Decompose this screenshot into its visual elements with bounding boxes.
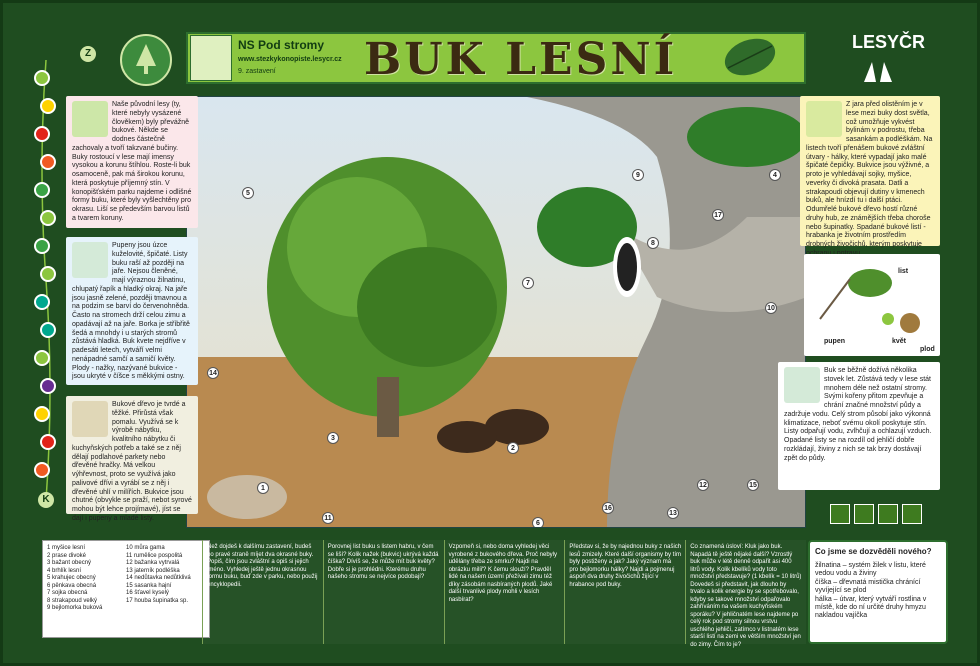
beech-leaf-icon: [720, 34, 780, 80]
season-dot: [34, 294, 50, 310]
glossary-book: [808, 540, 948, 644]
beech-parts-drawing: [810, 259, 934, 349]
glossary-title: Co jsme se dozvěděli nového?: [815, 547, 932, 556]
info-text-wood-use: Bukové dřevo je tvrdé a těžké. Přirůstá však pomalu. Využívá se k výrobě nábytku, kvalitního nábytku či kuchyňských potřeb a také se z něj dělají podlahové parkety nebo dřevěné hračky. Má velkou výhřevnost, proto se využívá jako palivové dřívi a vyrábí se z něj i dřevěné uhlí v milířích. Bukvice jsou chutné (obvykle se praží, nebot syrové mohou být lehce projímavé), jíst se dají i pupeny a mladé listy.: [72, 401, 192, 522]
species-list-item: 4 brhlík lesní: [47, 567, 82, 574]
info-box-ecosystem: [800, 96, 940, 246]
painting-marker: 13: [667, 507, 679, 519]
season-dot: [34, 238, 50, 254]
species-list-item: 6 pěnkava obecná: [47, 582, 97, 589]
species-list-item: 1 myšice lesní: [47, 545, 86, 551]
species-list-item: 2 prase divoké: [47, 552, 87, 559]
label-pupen: pupen: [824, 338, 845, 345]
painting-marker: 6: [532, 517, 544, 528]
season-dot: [40, 434, 56, 450]
painting-marker: 4: [769, 169, 781, 181]
question-2: Porovnej list buku s listem habru, v čem se liší? Kolik nažek (bukvic) ukrývá každá číška? Dívíš se, že může mít buk květy? Dobře si je prohlédni. Kterému druhu našeho stromu se nejvíce podobají?: [323, 540, 444, 644]
brand-arrows-icon: [862, 58, 894, 82]
painting-marker: 17: [712, 209, 724, 221]
species-list-col1: [47, 545, 126, 613]
activity-icon-2: [854, 504, 874, 524]
painting-marker: 11: [322, 512, 334, 524]
season-dot: [40, 378, 56, 394]
painting-marker: 5: [242, 187, 254, 199]
bare-tree-icon: [72, 242, 108, 278]
painting-marker: 15: [747, 479, 759, 491]
species-list-item: 16 šťavel kyselý: [126, 590, 169, 596]
species-list-item: 3 bažant obecný: [47, 560, 92, 566]
painting-marker: 14: [207, 367, 219, 379]
painting-marker: 10: [765, 302, 777, 314]
trail-url[interactable]: www.stezkykonopiste.lesycr.cz: [238, 56, 342, 63]
species-list-item: 14 nedůtavka nedůtklivá: [126, 575, 191, 581]
tree-roots-icon: [784, 367, 820, 403]
season-dot: [40, 154, 56, 170]
letter-z-badge: Z: [80, 46, 96, 62]
stump-icon: [72, 401, 108, 437]
season-dot: [40, 266, 56, 282]
season-dot: [34, 406, 50, 422]
season-dot: [40, 210, 56, 226]
glossary-entry-1: žilnatina – systém žilek v listu, které vedou vodu a živiny: [815, 562, 926, 578]
questions-row: [202, 540, 806, 648]
place-title: NS Pod stromy: [238, 38, 325, 52]
question-5: Co znamená úsloví: Kluk jako buk. Napadá tě ještě nějaké další? Vzrostlý buk může v létě denně odpařit asi 400 litrů vody. Kolik kbelíků vody toto množství představuje? (1 kbelík = 10 litrů) Dovedeš si představit, jak dlouho by trvalo a kolik energie by se spotřebovalo, kdyby se takové množství odpařovalo zahříváním na vašem kuchyňském sporáku? V jehličnatém lese najdeme po celý rok pod stromy silnou vrstvu uschlého jehličí, zatímco v listnatém lese starší listí na zemi ve větším množství jen do zimy. Čím to je?: [685, 540, 806, 644]
activity-icons: [830, 504, 922, 524]
label-list: list: [898, 268, 909, 275]
painting-marker: 3: [327, 432, 339, 444]
hill-forest-icon: [72, 101, 108, 137]
brand-logo: LESYČR: [852, 32, 926, 52]
painting-marker: 2: [507, 442, 519, 454]
info-text-leaves-buds: Pupeny jsou úzce kuželovité, špičaté. Listy buku raší až později na jaře. Nejsou členěné, mají výraznou žilnatinu, chlupatý řapík a hladký okraj. Na jaře jsou jasně zelené, později tmavnou a na podzim se barví do červenohněda. Často na stromech drží celou zimu a opadávají až na jaře. Borka je stříbřitě šedá a mnohdy i u starých stromů zůstává hladká. Buk kvete nejdříve v padesáti letech, vytváří velmi nenápadné samčí a samičí květy. Plody - nažky, nazývané bukvice - jsou ukryté v číšce s měkkými ostny.: [72, 242, 190, 381]
painting-marker: 12: [697, 479, 709, 491]
season-dot: [34, 182, 50, 198]
species-list-item: 8 strakapoud velký: [47, 597, 98, 604]
info-text-ecosystem: Z jara před olistěním je v lese mezi buky dost světla, což umožňuje vykvést bylinám v podrostu, třeba sasankám a podléškám. Na listech tvoří přenášem bukové zvláštní útvary - hálky, které vypadají jako malé špičaté čepičky. Bukvice jsou výživné, a proto je vyhledávají sojky, myšice, veverky či divoká prasata. Datli a strakapoudi objevují dutiny v kmenech buků, ale hnízdí tu i další ptáci. Odumřelé bukové dřevo hostí různé druhy hub, ze známějších třeba choroše nebo šupinatky. Spadané bukové listí - hrabanka je životním prostředím drobných živočichů, kterým poskytuje: [806, 101, 933, 248]
mascot-icon: [190, 35, 232, 81]
season-dot: [40, 98, 56, 114]
info-box-longevity: [778, 362, 940, 490]
species-list-item: 17 houba šupinatka sp.: [126, 597, 189, 604]
letter-k-badge: K: [38, 492, 54, 508]
season-dot: [34, 462, 50, 478]
species-list-item: 10 můra gama: [126, 545, 165, 551]
question-4: Představ si, že by najednou buky z našich lesů zmizely. Které další organismy by tím byly postiženy a jak? Jaký význam má pro bejlomorku hálky? Najdi a pojmenuj aspoň dva druhy živočichů žijící v hrabance pod buky.: [564, 540, 685, 644]
page-title: BUK LESNÍ: [364, 34, 678, 85]
question-3: Vzpomeň si, nebo doma vyhledej věci vyrobené z bukového dřeva. Proč nebyly udělány třeba ze smrku? Najdi na obrázku milíř? K čemu slouží? Pravděl lidé na našem území přežívali zimu též díky zásobám nasbíraných plodů. Jaké další trvanlivé plody mohli v lesích nasbírat?: [444, 540, 565, 644]
season-dot: [34, 126, 50, 142]
species-list-item: 7 sojka obecná: [47, 590, 88, 596]
painting-marker: 9: [632, 169, 644, 181]
activity-icon-4: [902, 504, 922, 524]
painting-marker: 1: [257, 482, 269, 494]
glossary-entry-2: číška – dřevnatá mistička chránící vyvíjející se plod: [815, 578, 921, 595]
label-plod: plod: [920, 346, 935, 353]
info-box-original-forests: [66, 96, 198, 228]
activity-icon-3: [878, 504, 898, 524]
species-list-item: 11 rumělice pospolitá: [126, 552, 183, 559]
plant-parts-illustration: [804, 254, 940, 356]
activity-icon-1: [830, 504, 850, 524]
glossary-entry-3: hálka – útvar, který vytváří rostlina v místě, kde do ní určité druhy hmyzu nakladou vajíčka: [815, 595, 927, 620]
stop-number: 9. zastavení: [238, 68, 276, 75]
species-list-col2: [126, 545, 205, 605]
season-dot: [34, 350, 50, 366]
label-kvet: květ: [892, 338, 907, 345]
species-list-item: 9 bejlomorka buková: [47, 605, 103, 611]
painting-marker: 7: [522, 277, 534, 289]
species-list-item: 15 sasanka hajní: [126, 582, 172, 589]
painting-marker: 16: [602, 502, 614, 514]
season-dot: [40, 322, 56, 338]
trail-logo: [120, 34, 172, 86]
species-list: [42, 540, 210, 638]
info-box-wood-use: [66, 396, 198, 522]
forest-painting: [186, 96, 806, 528]
species-list-item: 5 krahujec obecný: [47, 575, 96, 581]
painting-marker: 8: [647, 237, 659, 249]
tree-icon: [806, 101, 842, 137]
season-dot: [34, 70, 50, 86]
bottom-section: [30, 540, 948, 648]
info-text-original-forests: Naše původní lesy (ty, které nebyly vysázené člověkem) byly převážně bukové. Někde se dodnes částečně zachovaly a tvoří takzvané bučiny. Buky rostoucí v lese mají imensy vysokou a korunu štíhlou. Roste-li buk osamoceně, pak má širokou korunu, která poskytuje příjemný stín. V konopišťském parku najdeme i odlišné formy buku, které byly vyšlechtěny pro okrasu. Liší se především barvou listů a tvarem koruny.: [72, 101, 192, 222]
species-list-item: 13 jaterník podléška: [126, 567, 180, 574]
info-text-longevity: Buk se běžně dožívá několika stovek let. Zůstává tedy v lese stát mnohem déle než ostatní stromy. Svými kořeny přitom zpevňuje a chrání značné množství půdy a zadržuje vodu. Celý strom působí jako výkonná klimatizace, neboť svému okolí poskytuje stín. Listy odpařují vodu, zvlhčují a ochlazují vzduch. Opadané listy se na rozdíl od jehličí dobře rozkládají, živiny z nich se tak brzy dostávají zpět do půdy.: [784, 367, 932, 462]
species-list-item: 12 bažanka vytrvalá: [126, 560, 180, 566]
info-box-leaves-buds: [66, 237, 198, 385]
question-1: Než dojdeš k dalšímu zastavení, budeš po pravé straně míjet dva okrasné buky. Popiš, čím jsou zvláštní a opiš si jejich jméno. Vyhledej ještě jednu okrasnou formu buku, buď zde v parku, nebo použij encyklopedii.: [202, 540, 323, 644]
